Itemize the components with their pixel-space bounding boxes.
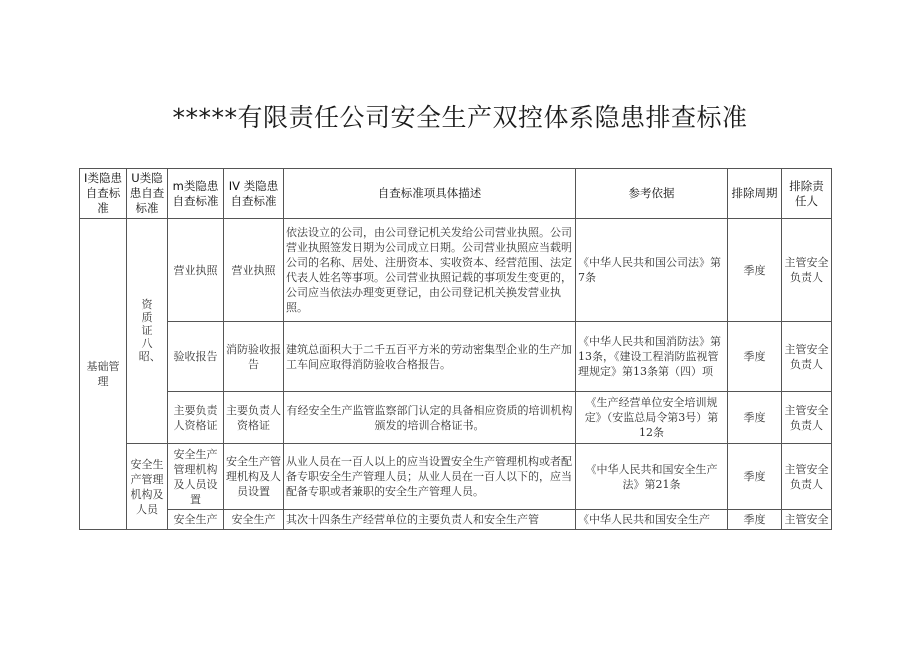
- cell-class-3: 验收报告: [168, 322, 224, 392]
- cell-reference: 《中华人民共和国公司法》第7条: [576, 219, 728, 322]
- cell-cycle: 季度: [728, 510, 782, 530]
- cell-owner: 主管安全负责人: [782, 444, 832, 510]
- cell-class-3: 安全生产管理机构及人员设置: [168, 444, 224, 510]
- cell-cycle: 季度: [728, 219, 782, 322]
- cell-reference: 《中华人民共和国安全生产: [576, 510, 728, 530]
- cell-reference: 《生产经营单位安全培训规定》（安监总局令第3号）第12条: [576, 392, 728, 444]
- cell-cycle: 季度: [728, 444, 782, 510]
- cell-description: 从业人员在一百人以上的应当设置安全生产管理机构或者配备专职安全生产管理人员；从业人员在一百人以下的，应当配备专职或者兼职的安全生产管理人员。: [284, 444, 576, 510]
- header-row: [80, 169, 832, 219]
- cell-class-3: 安全生产: [168, 510, 224, 530]
- cell-description: 有经安全生产监管监察部门认定的具备相应资质的培训机构颁发的培训合格证书。: [284, 392, 576, 444]
- cell-owner: 主管安全: [782, 510, 832, 530]
- page-title: *****有限责任公司安全生产双控体系隐患排查标准: [172, 103, 748, 132]
- table-row: [80, 444, 832, 510]
- table-row: [80, 322, 832, 392]
- cell-description: 其次十四条生产经营单位的主要负责人和安全生产管: [284, 510, 576, 530]
- category-safety-organization: 安全生产管理机构及人员: [127, 444, 168, 530]
- cell-class-4: 主要负责人资格证: [224, 392, 284, 444]
- table-row: [80, 392, 832, 444]
- cell-class-4: 营业执照: [224, 219, 284, 322]
- cell-owner: 主管安全负责人: [782, 219, 832, 322]
- cell-owner: 主管安全负责人: [782, 392, 832, 444]
- category-basic-management: 基础管理: [80, 219, 127, 530]
- header-cycle: 排除周期: [728, 169, 782, 219]
- cell-class-4: 安全生产管理机构及人员设置: [224, 444, 284, 510]
- header-reference: 参考依据: [576, 169, 728, 219]
- cell-description: 依法设立的公司，由公司登记机关发给公司营业执照。公司营业执照签发日期为公司成立日期。公司营业执照应当载明公司的名称、居处、注册资本、实收资本、经营范围、法定代表人姓名等事项。公司营业执照记载的事项发生变更的，公司应当依法办理变更登记，由公司登记机关换发营业执照。: [284, 219, 576, 322]
- cell-class-4: 消防验收报告: [224, 322, 284, 392]
- cell-description: 建筑总面积大于二千五百平方米的劳动密集型企业的生产加工车间应取得消防验收合格报告。: [284, 322, 576, 392]
- category-qualification: 资质证八昭、: [127, 219, 168, 444]
- hazard-standard-table: [79, 168, 832, 530]
- cell-class-4: 安全生产: [224, 510, 284, 530]
- header-owner: 排除责任人: [782, 169, 832, 219]
- table-row: [80, 219, 832, 322]
- cell-cycle: 季度: [728, 322, 782, 392]
- header-class-2: U类隐患自查标准: [127, 169, 168, 219]
- cell-class-3: 主要负责人资格证: [168, 392, 224, 444]
- header-class-3: m类隐患自查标准: [168, 169, 224, 219]
- cell-reference: 《中华人民共和国安全生产法》第21条: [576, 444, 728, 510]
- cell-owner: 主管安全负责人: [782, 322, 832, 392]
- cell-cycle: 季度: [728, 392, 782, 444]
- cell-class-3: 营业执照: [168, 219, 224, 322]
- header-class-1: I类隐患自查标准: [80, 169, 127, 219]
- header-description: 自查标准项具体描述: [284, 169, 576, 219]
- table-row: [80, 510, 832, 530]
- header-class-4: IV 类隐患自查标准: [224, 169, 284, 219]
- cell-reference: 《中华人民共和国消防法》第13条，《建设工程消防监视管理规定》第13条第（四）项: [576, 322, 728, 392]
